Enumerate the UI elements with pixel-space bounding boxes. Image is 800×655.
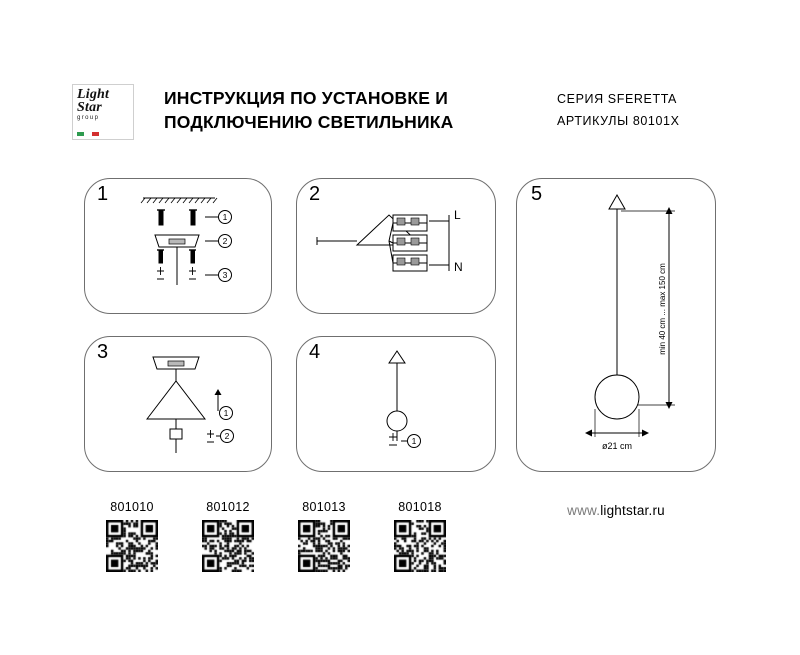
italy-flag-icon: [77, 132, 99, 136]
product-code-label-3: 801018: [398, 500, 442, 514]
step-number-4: 4: [309, 341, 321, 363]
callout-3-1: 1: [223, 408, 229, 418]
qr-code-0: [106, 520, 158, 572]
step-5-diagram: [517, 179, 717, 473]
document-header: [72, 78, 732, 144]
step-2-diagram: [297, 179, 497, 315]
product-codes: [84, 500, 504, 590]
articles-label: АРТИКУЛЫ 80101X: [557, 114, 680, 128]
terminal-label-N: N: [454, 260, 463, 274]
step-panel-5: [516, 178, 716, 472]
product-code-item-1: [180, 500, 276, 572]
step-number-5: 5: [531, 183, 543, 205]
qr-code-3: [394, 520, 446, 572]
page-title-line-1: ИНСТРУКЦИЯ ПО УСТАНОВКЕ И: [164, 88, 448, 108]
website-name: lightstar: [600, 503, 649, 518]
product-code-label-2: 801013: [302, 500, 346, 514]
terminal-label-L: L: [454, 208, 461, 222]
product-code-item-0: [84, 500, 180, 572]
step-4-diagram: [297, 337, 497, 473]
step-panel-3: [84, 336, 272, 472]
step-3-diagram: [85, 337, 273, 473]
step-number-1: 1: [97, 183, 109, 205]
callout-3-2: 2: [224, 431, 230, 441]
step-panel-1: [84, 178, 272, 314]
height-dimension-label: min 40 cm ... max 150 cm: [658, 263, 667, 355]
product-code-label-0: 801010: [110, 500, 154, 514]
product-code-item-3: [372, 500, 468, 572]
logo-line-3: group: [77, 115, 100, 121]
product-meta: [557, 88, 680, 132]
lightstar-logo: [72, 84, 134, 140]
callout-1-3: 3: [222, 270, 228, 280]
product-code-item-2: [276, 500, 372, 572]
website-prefix: www.: [567, 503, 601, 518]
step-number-2: 2: [309, 183, 321, 205]
callout-4-1: 1: [411, 436, 417, 446]
diameter-dimension-label: ø21 cm: [601, 441, 633, 451]
website-url[interactable]: [516, 503, 716, 518]
website-suffix: .ru: [648, 503, 665, 518]
step-panel-4: [296, 336, 496, 472]
step-panel-2: [296, 178, 496, 314]
page-title-line-2: ПОДКЛЮЧЕНИЮ СВЕТИЛЬНИКА: [164, 112, 454, 132]
series-label: СЕРИЯ SFERETTA: [557, 92, 677, 106]
logo-line-2: Star: [77, 100, 102, 115]
step-1-diagram: [85, 179, 273, 315]
qr-code-1: [202, 520, 254, 572]
page-title: [164, 86, 524, 134]
step-number-3: 3: [97, 341, 109, 363]
logo-line-1: Light: [77, 87, 110, 102]
product-code-label-1: 801012: [206, 500, 250, 514]
callout-1-2: 2: [222, 236, 228, 246]
callout-1-1: 1: [222, 212, 228, 222]
qr-code-2: [298, 520, 350, 572]
